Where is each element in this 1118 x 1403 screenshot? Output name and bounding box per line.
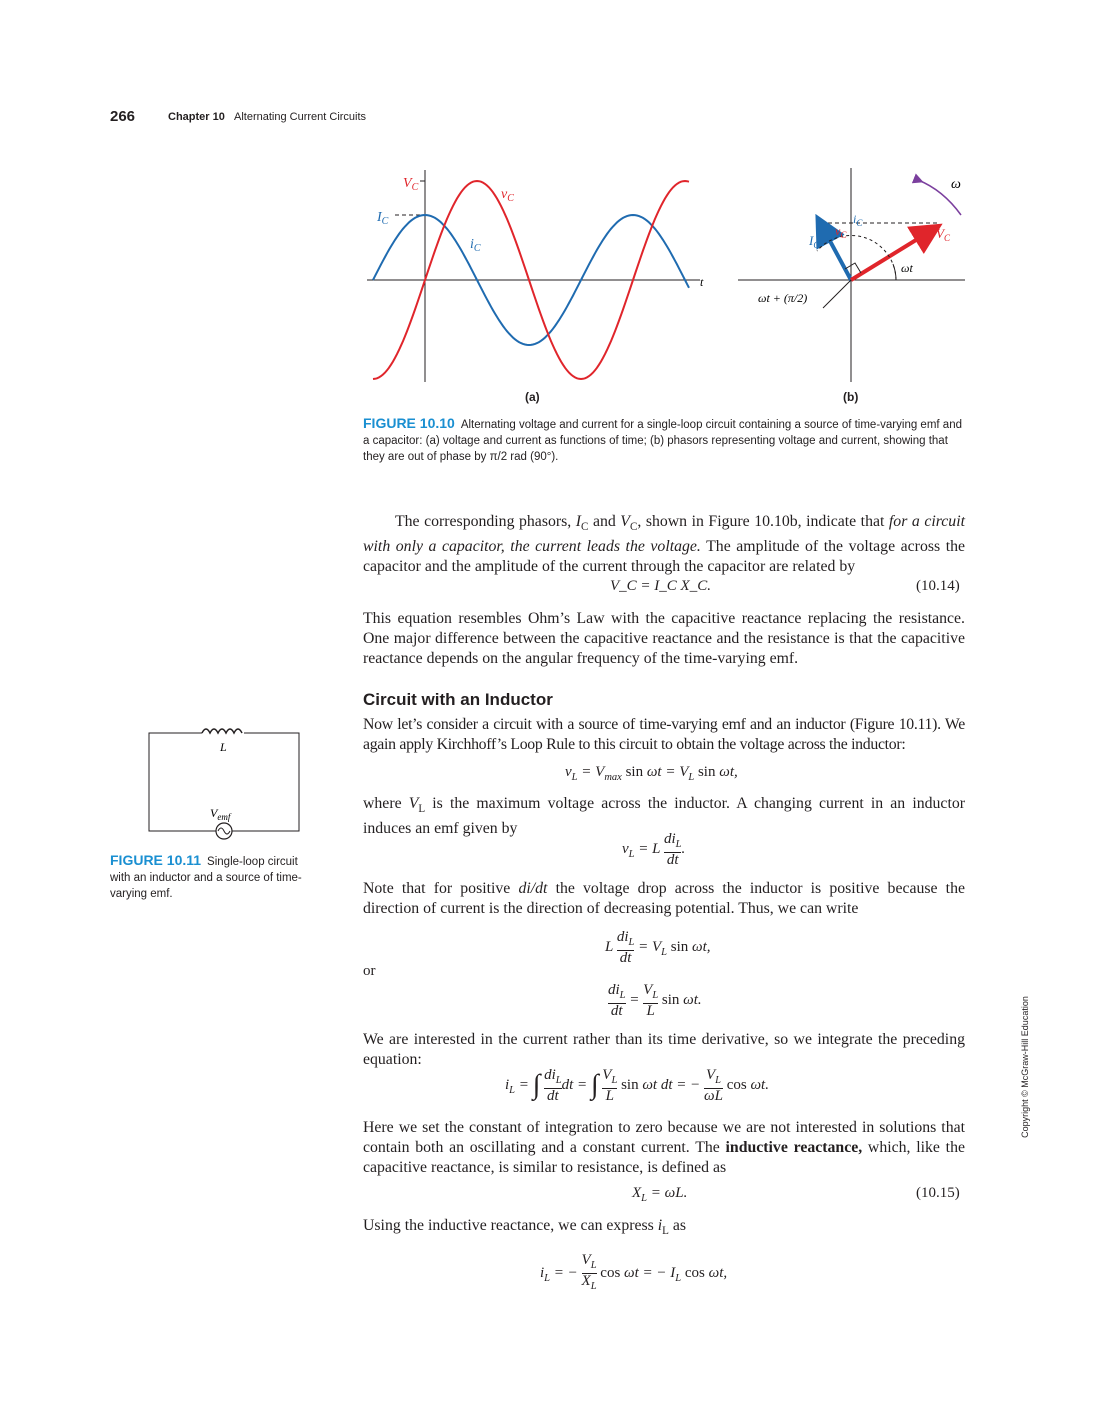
paragraph-express-il: Using the inductive reactance, we can express $i_L$ as — [363, 1217, 686, 1238]
equation-didt: $di_L$ dt = $\frac{V_L}{L}$ sin ωt. — [608, 982, 702, 1019]
ic-curve-label: $i_C$ — [470, 237, 481, 254]
paragraph-ohms-law: This equation resembles Ohm’s Law with the capacitive reactance replacing the resistance. One major difference between the capacitive reactance and the resistance is that the capacitive reactance depends on the angular frequency of the time-varying emf. — [363, 610, 965, 667]
paragraph-phasors: The corresponding phasors, $I_C$ and $V_C$, shown in Figure 10.10b, indicate that for a circuit with only a capacitor, the current leads the voltage. The amplitude of the voltage across the capacitor and the amplitude of the current through the capacitor are related by — [363, 513, 965, 576]
equation-vl-sin: $v_L = V_{max}$ $\sin \omega t = V_L$ sin ωt, — [565, 764, 738, 783]
vc-phasor-label: $V_C$ — [936, 226, 950, 243]
ic-amplitude-label: $I_C$ — [377, 210, 389, 227]
paragraph-positive-didt: Note that for positive di/dt the voltage drop across the inductor is positive because the direction of current is the direction of decreasing potential. Thus, we can write — [363, 880, 965, 917]
equation-10-14: V_C = I_C X_C. — [610, 578, 711, 594]
or-label: or — [363, 963, 376, 979]
omega-label: ω — [951, 177, 961, 192]
figure-10-10-caption-label: FIGURE 10.10 — [363, 415, 455, 431]
angle-leader-line — [823, 280, 851, 308]
equation-il-final: $i_L$ = − $\frac{V_L}{X_L}$ cos ωt = − $I_L$ cos ωt, — [540, 1252, 728, 1292]
equation-10-15: $X_L = \omega L$. — [632, 1185, 688, 1204]
paragraph-integrate: We are interested in the current rather than its time derivative, so we integrate the preceding equation: — [363, 1031, 965, 1068]
figure-10-11-caption — [110, 852, 310, 902]
paragraph-constant: Here we set the constant of integration to zero because we are not interested in solutions that contain both an oscillating and a constant current. The inductive reactance, which, like the capacitive reactance, is similar to resistance, is defined as — [363, 1119, 965, 1176]
equation-integral: $i_L$ = ∫ $di_L$ dt dt = ∫ $\frac{V_L}{L}$ sin ωt dt = − $\frac{V_L}{\omega L}$ cos ωt. — [505, 1067, 769, 1104]
paragraph-max-voltage: where $V_L$ is the maximum voltage across the inductor. A changing current in an inductor induces an emf given by — [363, 795, 965, 838]
figure-10-11-circuit — [140, 720, 310, 845]
equation-10-14-number: (10.14) — [916, 578, 960, 594]
page-number: 266 — [110, 108, 136, 125]
section-heading: Circuit with an Inductor — [363, 690, 553, 709]
inductor-label: L — [220, 740, 227, 754]
copyright-notice: Copyright © McGraw-Hill Education — [1020, 996, 1030, 1138]
figure-10-10-caption-text: Alternating voltage and current for a single-loop circuit containing a source of time-varying emf and a capacitor: (a) voltage and current as functions of time; (b) phasors representing voltage and current, showing that they are out of phase by π/2 rad (90°). — [363, 419, 962, 463]
figure-10-10a-label: (a) — [525, 390, 540, 404]
equation-l-didt: L $di_L$ dt = $V_L$ sin ωt, — [605, 929, 711, 966]
chapter-label: Chapter 10 — [168, 111, 225, 123]
omega-t-plus-label: ωt + (π/2) — [758, 291, 808, 305]
omega-t-arc — [893, 264, 896, 280]
emf-label: $V_{emf}$ — [210, 806, 231, 822]
figure-10-10b-phasors — [733, 160, 973, 390]
equation-vl-ldi: $v_L = L$ $di_L$ dt . — [622, 831, 686, 868]
figure-10-10b-label: (b) — [843, 390, 859, 404]
voltage-phasor-arrow — [851, 232, 929, 280]
ic-projection-label: $i_C$ — [853, 212, 863, 228]
ic-phasor-label: $I_C$ — [809, 233, 820, 250]
figure-10-10a-graph — [355, 160, 715, 390]
vc-curve-label: $v_C$ — [501, 187, 514, 204]
vc-amplitude-label: $V_C$ — [403, 176, 419, 193]
figure-10-11-caption-label: FIGURE 10.11 — [110, 852, 202, 868]
equation-10-15-number: (10.15) — [916, 1185, 960, 1201]
t-axis-label: t — [700, 275, 704, 289]
paragraph-inductor-intro: Now let’s consider a circuit with a source of time-varying emf and an inductor (Figure 10.11). We again apply Kirchhoff’s Loop Rule to this circuit to obtain the voltage across the inductor: — [363, 716, 965, 753]
chapter-title: Alternating Current Circuits — [234, 111, 367, 123]
vc-projection-label: $v_C$ — [835, 224, 847, 240]
figure-10-11-caption-text: Single-loop circuit with an inductor and a source of time-varying emf. — [110, 856, 302, 900]
omega-t-label: ωt — [901, 261, 913, 275]
figure-10-10-caption — [363, 415, 963, 465]
